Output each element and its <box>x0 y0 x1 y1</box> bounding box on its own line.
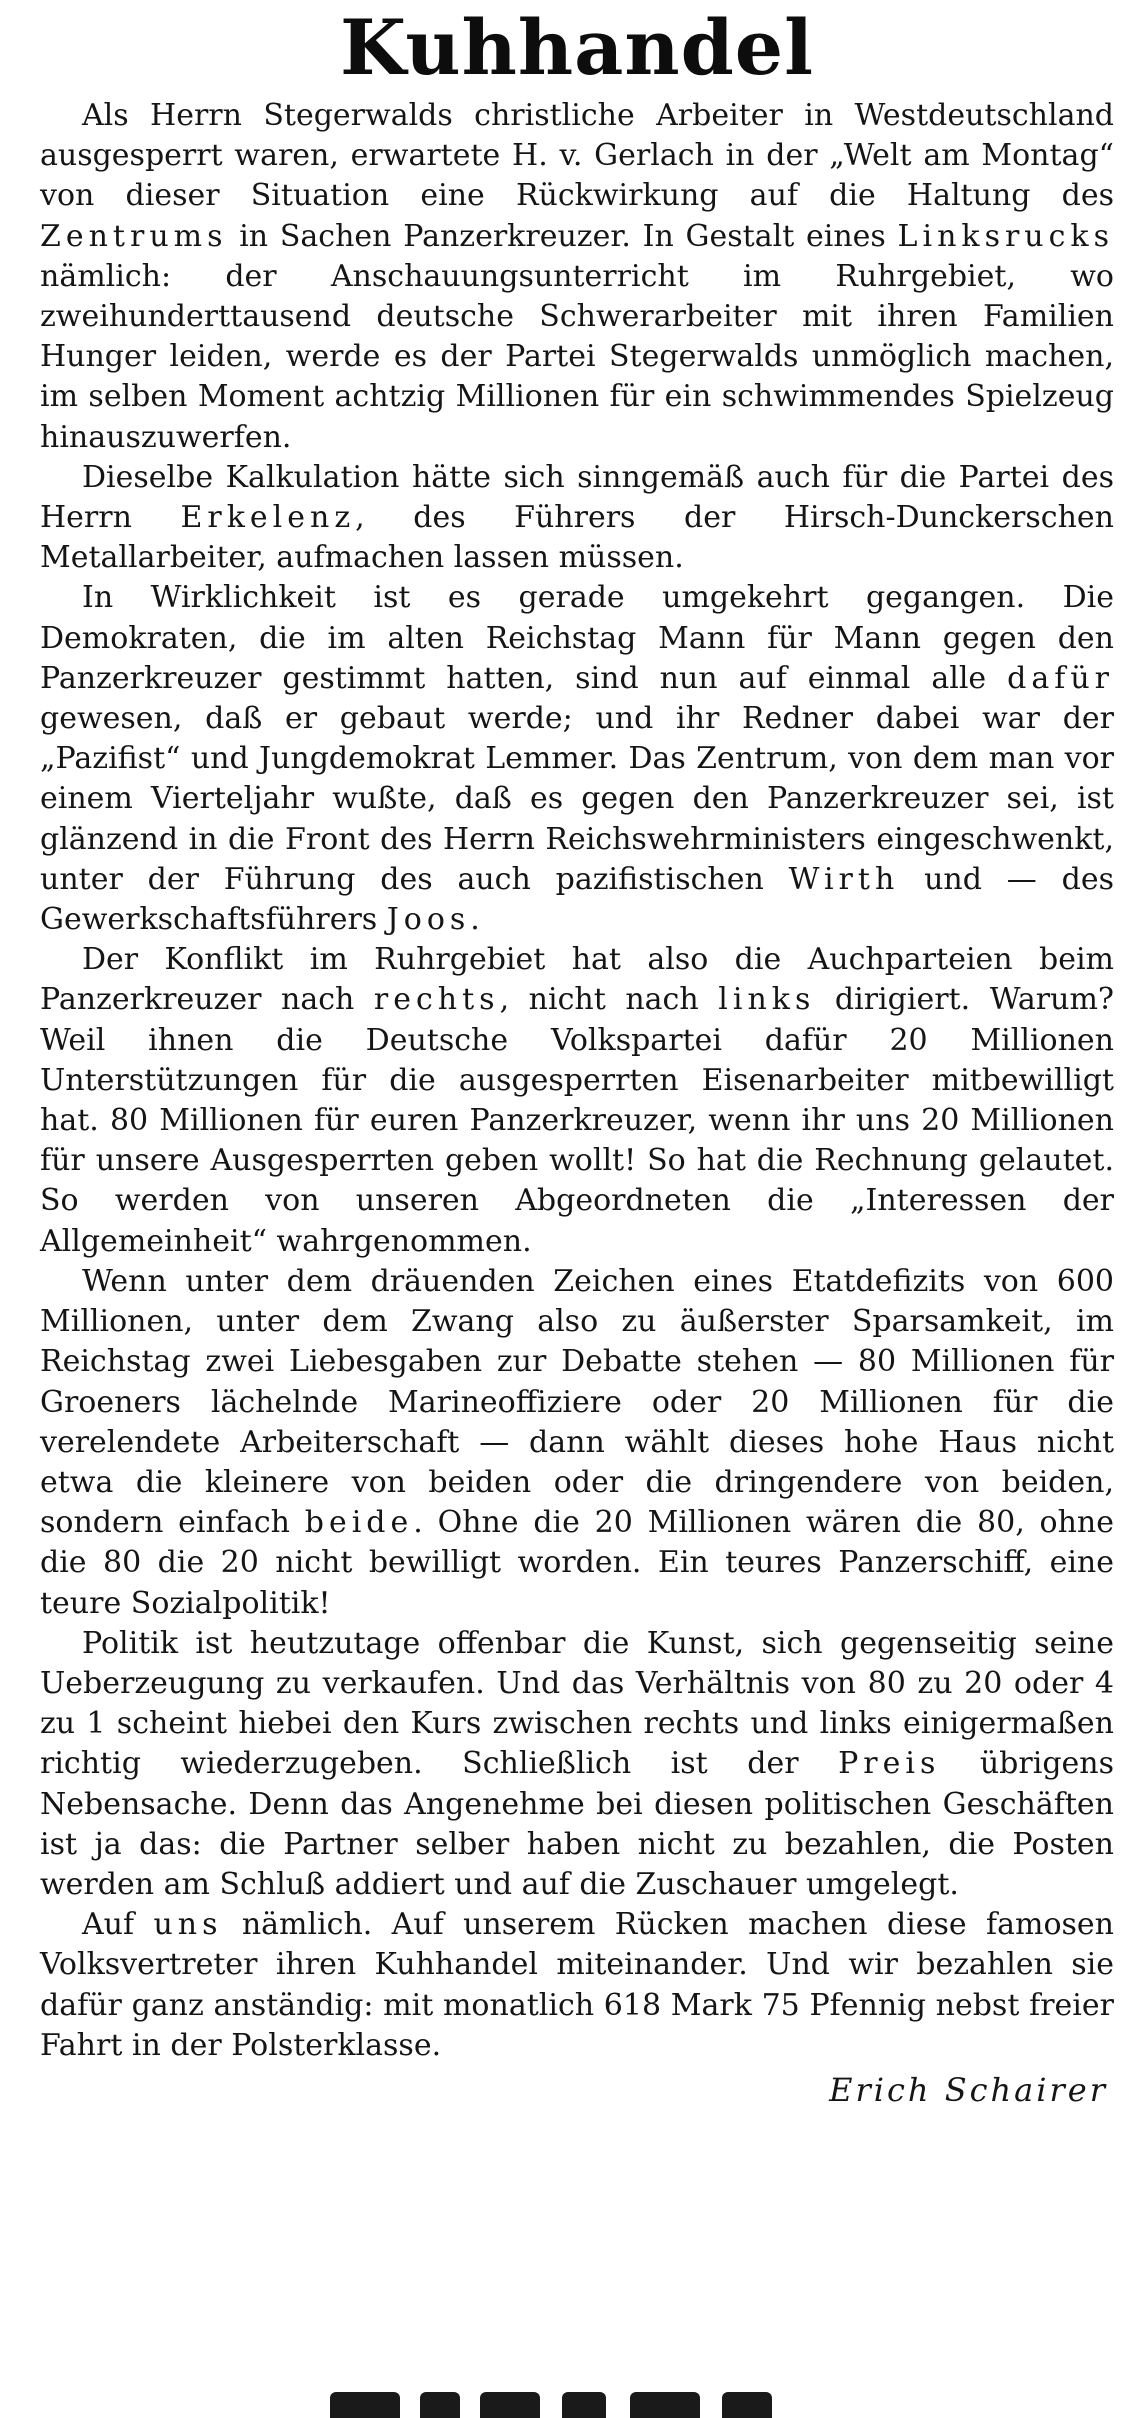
paragraph-text: Als Herrn Stegerwalds christliche Arbeiter in Westdeutschland ausgesperrt waren, erwartete H. v. Gerlach in der „Welt am Montag“ von dieser Situation eine Rückwirkung auf die Haltung des <box>40 98 1114 214</box>
paragraph-text: Auf <box>82 1907 154 1943</box>
paragraph-text: Der Konflikt im Ruhrgebiet hat also die Auchparteien beim Panzerkreuzer nach <box>40 942 1114 1018</box>
paragraph-text: . <box>470 902 480 938</box>
paragraph-text: nämlich. Auf unserem Rücken machen diese famosen Volksvertreter ihren Kuhhandel miteinander. Und wir bezahlen sie dafür ganz anständig: mit monatlich 618 Mark 75 Pfennig nebst freier Fahrt in der Polsterklasse. <box>40 1907 1114 2063</box>
emphasized-text: Erkelenz <box>180 500 356 536</box>
article-paragraph <box>40 1262 1114 1624</box>
paragraph-text: und — des Gewerkschaftsführers <box>40 861 1115 938</box>
emphasized-text: rechts <box>373 982 500 1018</box>
paragraph-text: Wenn unter dem dräuenden Zeichen eines Etatdefizits von 600 Millionen, unter dem Zwang also zu äußerster Sparsamkeit, im Reichstag zwei Liebesgaben zur Debatte stehen — 80 Millionen für Groeners lächelnde Marineoffiziere oder 20 Millionen für die verelendete Arbeiterschaft — dann wählt dieses hohe Haus nicht etwa die kleinere von beiden oder die dringendere von beiden, sondern einfach <box>40 1263 1114 1541</box>
article-paragraph <box>40 1905 1114 2066</box>
paragraph-text: , des Führers der Hirsch-Dunckerschen Metallarbeiter, aufmachen lassen müssen. <box>40 500 1114 576</box>
next-article-headline-fragment <box>330 2378 810 2418</box>
emphasized-text: Preis <box>838 1746 941 1782</box>
paragraph-text: , nicht nach <box>499 982 719 1018</box>
paragraph-text: in Sachen Panzerkreuzer. In Gestalt eines <box>227 218 898 254</box>
author-signature: Erich Schairer <box>829 2070 1108 2109</box>
paragraph-text: Politik ist heutzutage offenbar die Kunst, sich gegenseitig seine Ueberzeugung zu verkaufen. Und das Verhältnis von 80 zu 20 oder 4 zu 1 scheint hiebei den Kurs zwischen rechts und links einigermaßen richtig wiederzugeben. Schließlich ist der <box>40 1625 1114 1782</box>
emphasized-text: links <box>718 982 816 1018</box>
article-paragraph <box>40 96 1114 458</box>
emphasized-text: beide <box>304 1505 414 1541</box>
paragraph-text: . Ohne die 20 Millionen wären die 80, ohne die 80 die 20 nicht bewilligt worden. Ein teures Panzerschiff, eine teure Sozialpolitik! <box>40 1505 1114 1621</box>
paragraph-text: Dieselbe Kalkulation hätte sich sinngemäß auch für die Partei des Herrn <box>40 459 1114 536</box>
article-headline: Kuhhandel <box>339 3 815 92</box>
article-paragraph <box>40 578 1114 940</box>
article-paragraph <box>40 940 1114 1262</box>
article-body <box>40 96 1114 2066</box>
emphasized-text: uns <box>153 1907 223 1943</box>
paragraph-text: übrigens Nebensache. Denn das Angenehme bei diesen politischen Geschäften ist ja das: die Partner selber haben nicht zu bezahlen, die Posten werden am Schluß addiert und auf die Zuschauer umgelegt. <box>40 1746 1114 1902</box>
emphasized-text: dafür <box>1007 660 1114 696</box>
paragraph-text: dirigiert. Warum? Weil ihnen die Deutsche Volkspartei dafür 20 Millionen Unterstützungen für die ausgesperrten Eisenarbeiter mitbewilligt hat. 80 Millionen für euren Panzerkreuzer, wenn ihr uns 20 Millionen für unsere Ausgesperrten geben wollt! So hat die Rechnung gelautet. So werden von unseren Abgeordneten die „Interessen der Allgemeinheit“ wahrgenommen. <box>40 982 1115 1259</box>
article-paragraph <box>40 458 1114 579</box>
paragraph-text: gewesen, daß er gebaut werde; und ihr Redner dabei war der „Pazifist“ und Jungdemokrat Lemmer. Das Zentrum, von dem man vor einem Vierteljahr wußte, daß es gegen den Panzerkreuzer sei, ist glänzend in die Front des Herrn Reichswehrministers eingeschwenkt, unter der Führung des auch pazifistischen <box>40 701 1114 897</box>
emphasized-text: Joos <box>386 902 471 938</box>
emphasized-text: Linksrucks <box>897 218 1114 254</box>
paragraph-text: nämlich: der Anschauungsunterricht im Ruhrgebiet, wo zweihunderttausend deutsche Schwerarbeiter mit ihren Familien Hunger leiden, werde es der Partei Stegerwalds unmöglich machen, im selben Moment achtzig Millionen für ein schwimmendes Spielzeug hinauszuwerfen. <box>40 258 1114 455</box>
emphasized-text: Zentrums <box>40 218 228 254</box>
article-paragraph <box>40 1624 1114 1905</box>
emphasized-text: Wirth <box>788 861 900 897</box>
newspaper-article <box>40 0 1114 2400</box>
paragraph-text: In Wirklichkeit ist es gerade umgekehrt gegangen. Die Demokraten, die im alten Reichstag Mann für Mann gegen den Panzerkreuzer gestimmt hatten, sind nun auf einmal alle <box>40 580 1114 696</box>
